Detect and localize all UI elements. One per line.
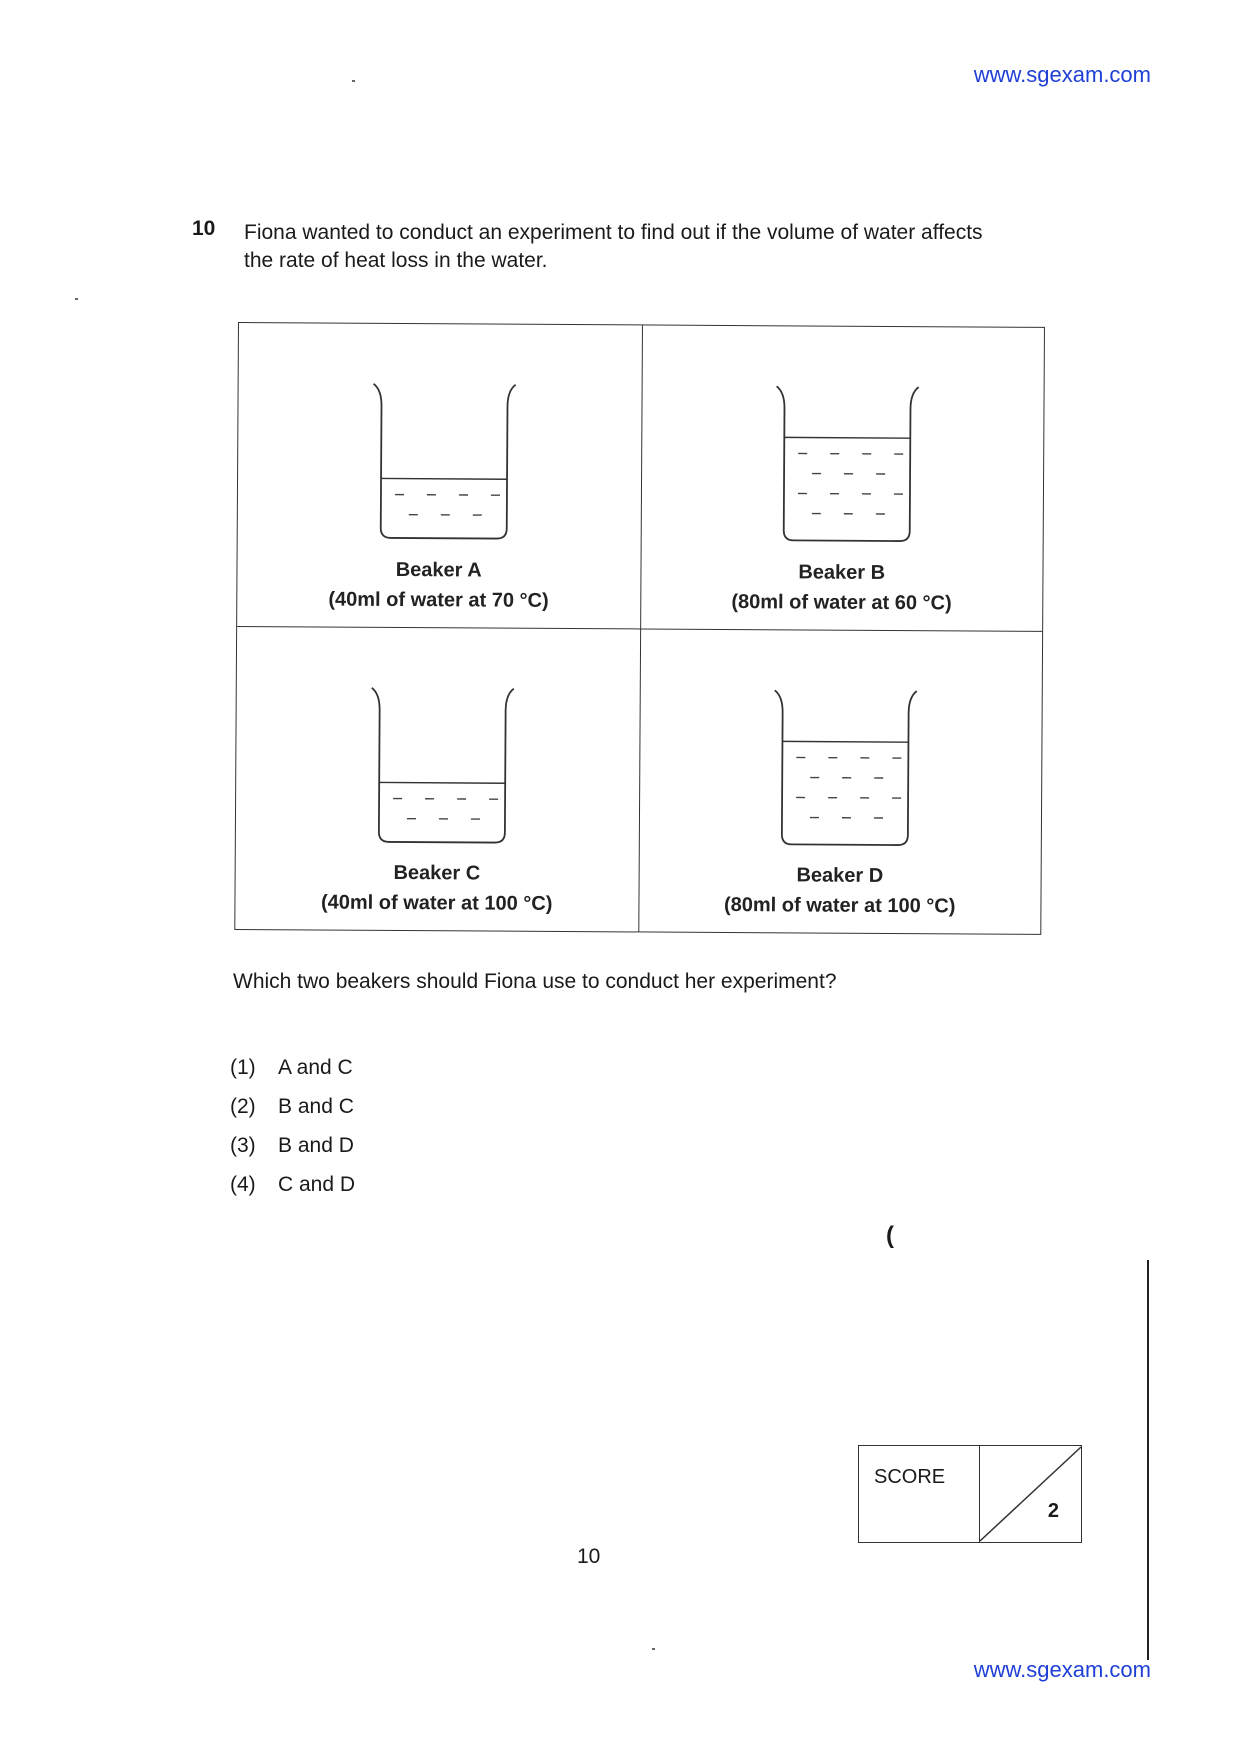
beaker-outline xyxy=(774,690,917,845)
beaker-a-detail: (40ml of water at 70 °C) xyxy=(328,588,549,612)
option-3-text: B and D xyxy=(278,1133,354,1157)
question-stem-line-2: the rate of heat loss in the water. xyxy=(244,249,548,272)
option-4-number: (4) xyxy=(230,1172,256,1196)
question-stem xyxy=(244,219,1064,275)
water-level-line xyxy=(381,478,507,479)
option-1[interactable] xyxy=(230,1048,355,1087)
question-stem-line-1: Fiona wanted to conduct an experiment to find out if the volume of water affects xyxy=(244,221,983,244)
beaker-d-name: Beaker D xyxy=(796,864,884,887)
page-number: 10 xyxy=(577,1545,601,1568)
scan-speck xyxy=(352,80,355,82)
beaker-a-name: Beaker A xyxy=(395,558,482,582)
beaker-d-illustration xyxy=(760,678,921,849)
site-link-bottom[interactable]: www.sgexam.com xyxy=(973,1657,1151,1682)
water-level-line xyxy=(783,741,909,742)
beaker-table xyxy=(234,322,1045,935)
beaker-outline xyxy=(776,386,919,541)
option-4-text: C and D xyxy=(278,1172,356,1196)
option-2[interactable] xyxy=(230,1087,355,1126)
beaker-c-caption xyxy=(235,857,638,919)
option-2-number: (2) xyxy=(230,1094,256,1118)
beaker-cell-a xyxy=(237,323,641,628)
scan-speck xyxy=(652,1648,655,1650)
score-label-cell xyxy=(859,1446,980,1542)
score-mark-cell xyxy=(980,1446,1081,1542)
beaker-d-caption xyxy=(639,859,1041,921)
beaker-cell-c xyxy=(235,626,639,931)
score-diagonal xyxy=(980,1446,1081,1542)
beaker-b-illustration xyxy=(762,374,923,545)
beaker-cell-b xyxy=(640,325,1044,630)
beaker-cell-d xyxy=(638,628,1042,933)
beaker-a-caption xyxy=(237,554,640,616)
option-3-number: (3) xyxy=(230,1133,256,1157)
question-prompt: Which two beakers should Fiona use to conduct her experiment? xyxy=(233,970,837,993)
option-4[interactable] xyxy=(230,1165,355,1204)
option-1-text: A and C xyxy=(278,1055,353,1079)
option-1-number: (1) xyxy=(230,1055,256,1079)
score-label: SCORE xyxy=(874,1466,946,1488)
score-box xyxy=(858,1445,1082,1543)
site-link-top[interactable]: www.sgexam.com xyxy=(973,62,1151,87)
option-3[interactable] xyxy=(230,1126,355,1165)
beaker-b-caption xyxy=(641,556,1043,618)
beaker-b-detail: (80ml of water at 60 °C) xyxy=(731,591,952,615)
beaker-c-detail: (40ml of water at 100 °C) xyxy=(320,891,553,915)
beaker-d-detail: (80ml of water at 100 °C) xyxy=(723,893,956,918)
margin-rule xyxy=(1147,1260,1149,1660)
beaker-a-illustration xyxy=(359,372,520,543)
beaker-c-illustration xyxy=(357,676,518,847)
answer-options xyxy=(230,1048,355,1204)
beaker-b-name: Beaker B xyxy=(798,561,886,584)
answer-bracket[interactable]: ( xyxy=(886,1222,894,1249)
scan-speck xyxy=(75,298,78,300)
option-2-text: B and C xyxy=(278,1094,354,1118)
score-total: 2 xyxy=(1047,1500,1059,1522)
beaker-c-name: Beaker C xyxy=(393,861,481,885)
water-level-line xyxy=(379,782,505,783)
question-number: 10 xyxy=(192,217,216,240)
water-level-line xyxy=(785,437,911,438)
